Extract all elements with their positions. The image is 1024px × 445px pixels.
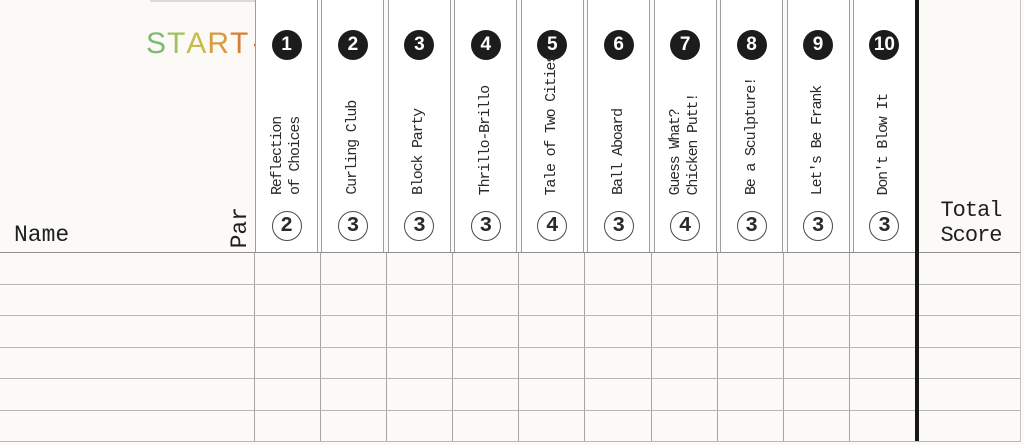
hole-name: Thrillo-Brillo [476,85,494,195]
score-cell[interactable] [718,348,784,379]
hole-column [255,0,318,252]
hole-par-badge: 3 [404,211,434,241]
score-cell[interactable] [850,316,916,347]
score-cell[interactable] [519,253,585,284]
score-cell[interactable] [850,411,916,442]
score-cell[interactable] [784,379,850,410]
hole-column [720,0,783,252]
score-cell[interactable] [519,285,585,316]
score-row [0,316,1021,348]
start-letter: A [186,27,208,60]
score-cell[interactable] [784,411,850,442]
score-cell[interactable] [585,348,651,379]
score-cell[interactable] [718,411,784,442]
hole-number-badge: 1 [272,30,302,60]
player-name-cell[interactable] [0,285,255,316]
hole-par-badge: 3 [803,211,833,241]
score-cell[interactable] [784,253,850,284]
score-cell[interactable] [850,285,916,316]
score-cell[interactable] [519,379,585,410]
start-letters [146,27,249,61]
score-cell[interactable] [718,379,784,410]
hole-par-badge: 2 [272,211,302,241]
score-cell[interactable] [784,348,850,379]
hole-name: Let's Be Frank [809,85,826,195]
hole-number-badge: 7 [670,30,700,60]
player-name-cell[interactable] [0,379,255,410]
hole-column [521,0,584,252]
score-cell[interactable] [850,253,916,284]
hole-name: Curling Club [343,101,361,195]
score-row [0,253,1021,285]
total-score-label: Total Score [940,198,1002,248]
score-cell[interactable] [453,379,519,410]
score-cell[interactable] [453,316,519,347]
score-cell[interactable] [255,316,321,347]
player-name-cell[interactable] [0,411,255,442]
score-cell[interactable] [784,285,850,316]
score-cell[interactable] [321,253,387,284]
score-cell[interactable] [585,379,651,410]
player-name-cell[interactable] [0,253,255,284]
score-cell[interactable] [585,411,651,442]
total-score-cell[interactable] [916,316,1021,347]
player-name-cell[interactable] [0,316,255,347]
hole-column [853,0,916,252]
player-name-cell[interactable] [0,348,255,379]
hole-name: Reflection of Choices [268,116,304,195]
score-cell[interactable] [255,411,321,442]
score-cell[interactable] [585,253,651,284]
par-header-label: Par [227,206,253,248]
start-letter: T [167,27,187,60]
hole-par-badge: 3 [338,211,368,241]
score-cell[interactable] [453,411,519,442]
score-cell[interactable] [321,316,387,347]
total-score-cell[interactable] [916,411,1021,442]
hole-column [388,0,451,252]
scan-smudge [150,0,260,2]
hole-par-badge: 3 [869,211,899,241]
score-cell[interactable] [784,316,850,347]
score-cell[interactable] [453,285,519,316]
name-header-label: Name [14,222,70,248]
total-score-cell[interactable] [916,379,1021,410]
start-letter: T [230,27,250,60]
score-cell[interactable] [387,285,453,316]
score-cell[interactable] [652,316,718,347]
score-cell[interactable] [718,253,784,284]
score-cell[interactable] [652,253,718,284]
score-cell[interactable] [387,348,453,379]
hole-name: Block Party [410,109,428,195]
score-cell[interactable] [255,348,321,379]
score-row [0,348,1021,380]
hole-number-badge: 3 [404,30,434,60]
hole-number-badge: 10 [869,30,899,60]
score-cell[interactable] [387,316,453,347]
score-cell[interactable] [255,285,321,316]
score-row [0,379,1021,411]
score-cell[interactable] [519,348,585,379]
score-row [0,411,1021,443]
score-cell[interactable] [387,253,453,284]
score-cell[interactable] [255,253,321,284]
score-cell[interactable] [519,316,585,347]
score-cell[interactable] [255,379,321,410]
score-cell[interactable] [387,379,453,410]
hole-par-badge: 3 [604,211,634,241]
hole-number-badge: 4 [471,30,501,60]
card-right-edge [1020,0,1021,441]
hole-name: Be a Sculpture! [742,77,760,195]
start-letter: R [207,27,231,60]
hole-number-badge: 8 [737,30,767,60]
score-cell[interactable] [585,316,651,347]
score-cell[interactable] [453,348,519,379]
hole-name: Tale of Two Cities [543,54,561,195]
hole-name: Guess What? Chicken Putt! [667,93,703,195]
total-score-cell[interactable] [916,285,1021,316]
score-cell[interactable] [321,379,387,410]
hole-par-badge: 3 [471,211,501,241]
score-table [0,252,1021,442]
score-cell[interactable] [321,411,387,442]
score-cell[interactable] [652,285,718,316]
total-score-cell[interactable] [916,348,1021,379]
score-cell[interactable] [652,348,718,379]
score-cell[interactable] [850,348,916,379]
score-cell[interactable] [718,316,784,347]
holes-header [255,0,916,252]
hole-number-badge: 6 [604,30,634,60]
hole-column [654,0,717,252]
score-cell[interactable] [850,379,916,410]
score-row [0,285,1021,317]
score-cell[interactable] [585,285,651,316]
score-cell[interactable] [652,379,718,410]
start-letter: S [146,27,168,60]
hole-par-badge: 4 [670,211,700,241]
score-cell[interactable] [387,411,453,442]
score-cell[interactable] [453,253,519,284]
hole-number-badge: 9 [803,30,833,60]
score-cell[interactable] [519,411,585,442]
hole-name: Ball Aboard [609,109,627,195]
hole-column [321,0,384,252]
hole-number-badge: 5 [537,30,567,60]
thick-divider [915,0,919,441]
hole-name: Don't Blow It [875,93,893,195]
hole-par-badge: 4 [537,211,567,241]
hole-column [787,0,850,252]
score-cell[interactable] [321,348,387,379]
hole-number-badge: 2 [338,30,368,60]
score-cell[interactable] [718,285,784,316]
total-score-cell[interactable] [916,253,1021,284]
hole-par-badge: 3 [737,211,767,241]
score-cell[interactable] [652,411,718,442]
hole-column [587,0,650,252]
hole-column [454,0,517,252]
score-cell[interactable] [321,285,387,316]
